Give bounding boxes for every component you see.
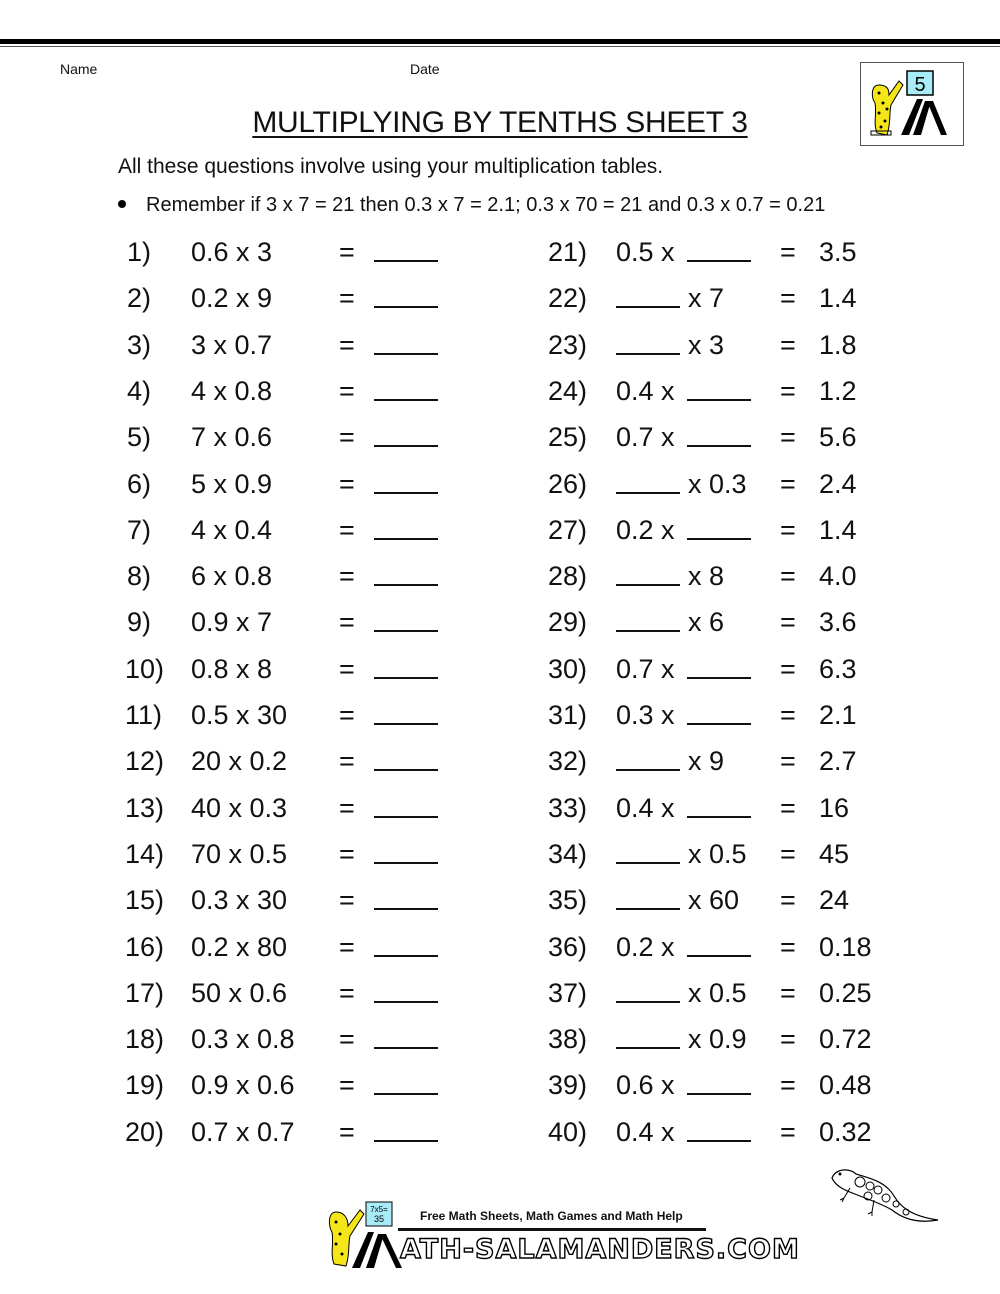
question-factor: 0.2 x <box>616 514 675 545</box>
equals-sign: = <box>339 237 355 267</box>
product-value: 2.7 <box>819 746 857 777</box>
question-number: 19) <box>125 1070 165 1101</box>
question-row <box>0 417 1000 457</box>
question-expression: 0.9 x 7 <box>191 607 273 638</box>
question-number: 8) <box>127 561 152 592</box>
question-row <box>0 325 1000 365</box>
product-value: 0.18 <box>819 931 872 962</box>
equals-sign: = <box>339 1024 355 1055</box>
equals-sign: = <box>339 1116 355 1147</box>
equals-sign: = <box>780 607 796 638</box>
page-title: MULTIPLYING BY TENTHS SHEET 3 <box>252 106 748 139</box>
question-factor: x 0.5 <box>688 977 747 1008</box>
math-salamanders-logo-icon <box>322 1200 402 1272</box>
question-number: 27) <box>548 514 588 545</box>
question-row <box>0 602 1000 642</box>
question-factor: 0.5 x <box>616 237 675 267</box>
question-row <box>0 834 1000 874</box>
question-number: 35) <box>548 885 588 916</box>
factor-blank[interactable] <box>687 1112 751 1153</box>
question-row <box>0 880 1000 920</box>
question-number: 7) <box>127 514 152 545</box>
question-expression: 0.7 x 0.7 <box>191 1116 295 1147</box>
question-row <box>0 1065 1000 1105</box>
product-value: 2.1 <box>819 700 857 730</box>
equals-sign: = <box>780 468 796 499</box>
question-number: 32) <box>548 746 588 777</box>
question-factor: 0.7 x <box>616 653 675 684</box>
factor-blank[interactable] <box>687 417 751 458</box>
equals-sign: = <box>780 885 796 916</box>
question-expression: 40 x 0.3 <box>191 792 288 823</box>
factor-blank[interactable] <box>616 880 680 921</box>
question-number: 20) <box>125 1116 165 1147</box>
question-expression: 0.6 x 3 <box>191 237 273 267</box>
factor-blank[interactable] <box>687 649 751 690</box>
question-row <box>0 371 1000 411</box>
equals-sign: = <box>339 514 355 545</box>
question-number: 31) <box>548 700 588 730</box>
question-expression: 5 x 0.9 <box>191 468 273 499</box>
question-factor: 0.3 x <box>616 700 675 730</box>
question-expression: 6 x 0.8 <box>191 561 273 592</box>
product-value: 0.48 <box>819 1070 872 1101</box>
question-number: 5) <box>127 422 152 453</box>
question-number: 38) <box>548 1024 588 1055</box>
question-expression: 0.3 x 30 <box>191 885 288 916</box>
question-number: 26) <box>548 468 588 499</box>
product-value: 24 <box>819 885 850 916</box>
question-factor: x 3 <box>688 329 725 360</box>
equals-sign: = <box>780 237 796 267</box>
salamander-icon <box>826 1160 946 1230</box>
equals-sign: = <box>780 422 796 453</box>
factor-blank[interactable] <box>616 464 680 505</box>
equals-sign: = <box>339 1070 355 1101</box>
question-factor: x 9 <box>688 746 725 777</box>
question-expression: 4 x 0.8 <box>191 375 273 406</box>
question-row <box>0 927 1000 967</box>
question-expression: 0.2 x 80 <box>191 931 288 962</box>
equals-sign: = <box>780 514 796 545</box>
equals-sign: = <box>780 283 796 314</box>
question-factor: 0.4 x <box>616 1116 675 1147</box>
factor-blank[interactable] <box>687 232 751 273</box>
question-number: 1) <box>127 237 152 267</box>
equals-sign: = <box>780 838 796 869</box>
question-number: 3) <box>127 329 152 360</box>
factor-blank[interactable] <box>616 1019 680 1060</box>
question-row <box>0 1112 1000 1152</box>
equals-sign: = <box>339 607 355 638</box>
question-expression: 0.5 x 30 <box>191 700 288 730</box>
question-expression: 0.8 x 8 <box>191 653 273 684</box>
equals-sign: = <box>339 792 355 823</box>
footer-tagline: Free Math Sheets, Math Games and Math Help <box>420 1209 683 1223</box>
factor-blank[interactable] <box>687 371 751 412</box>
instructions-bullet: Remember if 3 x 7 = 21 then 0.3 x 7 = 2.1; 0.3 x 70 = 21 and 0.3 x 0.7 = 0.21 <box>118 194 825 217</box>
equals-sign: = <box>780 1024 796 1055</box>
question-expression: 4 x 0.4 <box>191 514 273 545</box>
footer-brand: ATH-SALAMANDERS.COM <box>400 1234 800 1265</box>
product-value: 5.6 <box>819 422 857 453</box>
equals-sign: = <box>339 700 355 730</box>
question-number: 40) <box>548 1116 588 1147</box>
equals-sign: = <box>339 329 355 360</box>
product-value: 1.4 <box>819 283 857 314</box>
equals-sign: = <box>780 792 796 823</box>
question-number: 16) <box>125 931 165 962</box>
header-rule <box>0 39 1000 44</box>
question-number: 21) <box>548 237 588 267</box>
product-value: 1.8 <box>819 329 857 360</box>
product-value: 45 <box>819 838 850 869</box>
factor-blank[interactable] <box>616 973 680 1014</box>
header-rule-thin <box>0 46 1000 47</box>
question-factor: x 60 <box>688 885 740 916</box>
svg-text:35: 35 <box>373 1214 385 1224</box>
factor-blank[interactable] <box>687 927 751 968</box>
product-value: 2.4 <box>819 468 857 499</box>
question-number: 6) <box>127 468 152 499</box>
question-number: 2) <box>127 283 152 314</box>
question-expression: 50 x 0.6 <box>191 977 288 1008</box>
factor-blank[interactable] <box>616 741 680 782</box>
bullet-icon <box>118 200 126 208</box>
equals-sign: = <box>780 1116 796 1147</box>
question-factor: x 7 <box>688 283 725 314</box>
question-number: 25) <box>548 422 588 453</box>
product-value: 0.25 <box>819 977 872 1008</box>
question-row <box>0 973 1000 1013</box>
instructions-intro: All these questions involve using your multiplication tables. <box>118 155 664 178</box>
equals-sign: = <box>780 931 796 962</box>
question-number: 12) <box>125 746 165 777</box>
equals-sign: = <box>339 977 355 1008</box>
factor-blank[interactable] <box>616 602 680 643</box>
product-value: 0.32 <box>819 1116 872 1147</box>
question-factor: x 0.5 <box>688 838 747 869</box>
question-row <box>0 556 1000 596</box>
question-number: 13) <box>125 792 165 823</box>
product-value: 16 <box>819 792 850 823</box>
question-factor: x 0.3 <box>688 468 747 499</box>
question-number: 24) <box>548 375 588 406</box>
question-row <box>0 788 1000 828</box>
equals-sign: = <box>339 422 355 453</box>
equals-sign: = <box>780 653 796 684</box>
question-number: 36) <box>548 931 588 962</box>
question-factor: 0.4 x <box>616 375 675 406</box>
equals-sign: = <box>780 329 796 360</box>
question-factor: 0.6 x <box>616 1070 675 1101</box>
question-number: 22) <box>548 283 588 314</box>
question-factor: 0.4 x <box>616 792 675 823</box>
question-number: 10) <box>125 653 165 684</box>
question-expression: 0.3 x 0.8 <box>191 1024 295 1055</box>
question-number: 30) <box>548 653 588 684</box>
equals-sign: = <box>339 468 355 499</box>
question-number: 18) <box>125 1024 165 1055</box>
question-number: 33) <box>548 792 588 823</box>
svg-text:7x5=: 7x5= <box>370 1205 388 1214</box>
product-value: 1.2 <box>819 375 857 406</box>
question-expression: 0.2 x 9 <box>191 283 273 314</box>
factor-blank[interactable] <box>687 695 751 736</box>
equals-sign: = <box>780 746 796 777</box>
question-expression: 7 x 0.6 <box>191 422 273 453</box>
question-number: 17) <box>125 977 165 1008</box>
question-row <box>0 510 1000 550</box>
question-number: 14) <box>125 838 165 869</box>
product-value: 3.6 <box>819 607 857 638</box>
equals-sign: = <box>339 885 355 916</box>
question-number: 4) <box>127 375 152 406</box>
equals-sign: = <box>339 561 355 592</box>
question-expression: 0.9 x 0.6 <box>191 1070 295 1101</box>
question-number: 28) <box>548 561 588 592</box>
question-number: 29) <box>548 607 588 638</box>
equals-sign: = <box>339 838 355 869</box>
product-value: 6.3 <box>819 653 857 684</box>
question-number: 9) <box>127 607 152 638</box>
question-row <box>0 278 1000 318</box>
question-row <box>0 464 1000 504</box>
factor-blank[interactable] <box>687 1065 751 1106</box>
equals-sign: = <box>780 700 796 730</box>
question-number: 34) <box>548 838 588 869</box>
question-expression: 3 x 0.7 <box>191 329 273 360</box>
question-number: 15) <box>125 885 165 916</box>
equals-sign: = <box>339 653 355 684</box>
product-value: 1.4 <box>819 514 857 545</box>
grade-number: 5 <box>914 74 926 96</box>
question-number: 23) <box>548 329 588 360</box>
equals-sign: = <box>780 1070 796 1101</box>
factor-blank[interactable] <box>687 510 751 551</box>
equals-sign: = <box>780 561 796 592</box>
date-label: Date <box>410 61 440 77</box>
factor-blank[interactable] <box>687 788 751 829</box>
product-value: 3.5 <box>819 237 857 267</box>
question-row <box>0 741 1000 781</box>
question-factor: 0.7 x <box>616 422 675 453</box>
question-row <box>0 232 1000 272</box>
question-factor: 0.2 x <box>616 931 675 962</box>
factor-blank[interactable] <box>616 278 680 319</box>
equals-sign: = <box>339 375 355 406</box>
equals-sign: = <box>780 375 796 406</box>
question-expression: 70 x 0.5 <box>191 838 288 869</box>
equals-sign: = <box>780 977 796 1008</box>
product-value: 0.72 <box>819 1024 872 1055</box>
footer-rule <box>398 1228 706 1231</box>
question-number: 39) <box>548 1070 588 1101</box>
question-number: 11) <box>125 700 163 730</box>
equals-sign: = <box>339 746 355 777</box>
question-factor: x 0.9 <box>688 1024 747 1055</box>
factor-blank[interactable] <box>616 556 680 597</box>
factor-blank[interactable] <box>616 325 680 366</box>
question-number: 37) <box>548 977 588 1008</box>
equals-sign: = <box>339 283 355 314</box>
question-expression: 20 x 0.2 <box>191 746 288 777</box>
question-row <box>0 1019 1000 1059</box>
product-value: 4.0 <box>819 561 857 592</box>
factor-blank[interactable] <box>616 834 680 875</box>
question-row <box>0 649 1000 689</box>
question-factor: x 6 <box>688 607 725 638</box>
question-row <box>0 695 1000 735</box>
equals-sign: = <box>339 931 355 962</box>
question-factor: x 8 <box>688 561 725 592</box>
name-label: Name <box>60 61 98 77</box>
